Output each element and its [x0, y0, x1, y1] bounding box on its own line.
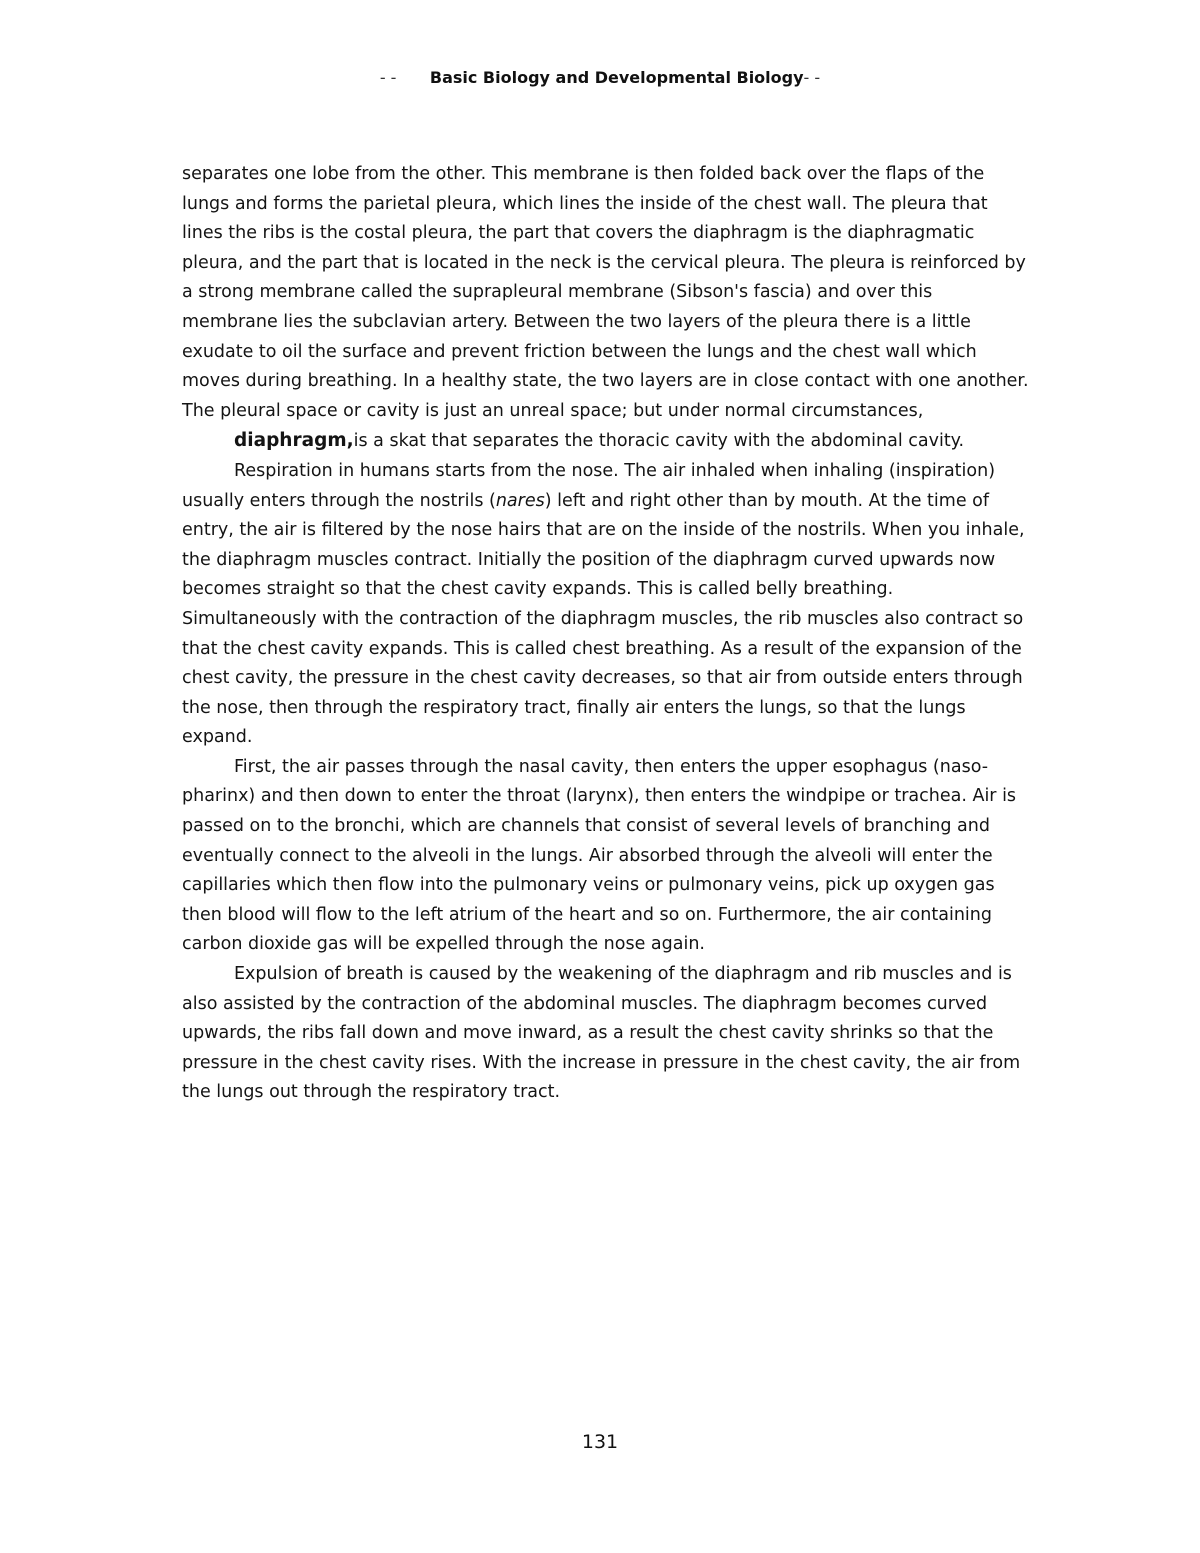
paragraph-air-path: First, the air passes through the nasal cavity, then enters the upper esophagus (naso-pharinx) and then down to enter the throat (larynx), then enters the windpipe or trachea. Air is passed on to the bronchi, which are channels that consist of several levels of branching and eventually connect to the alveoli in the lungs. Air absorbed through the alveoli will enter the capillaries which then flow into the pulmonary veins or pulmonary veins, pick up oxygen gas then blood will flow to the left atrium of the heart and so on. Furthermore, the air containing carbon dioxide gas will be expelled through the nose again. [182, 756, 1017, 955]
definition-term: diaphragm, [234, 430, 354, 452]
definition-text: is a skat that separates the thoracic cavity with the abdominal cavity. [353, 431, 965, 452]
paragraph-respiration [182, 457, 1032, 753]
paragraph-respiration-part2: ) left and right other than by mouth. At the time of entry, the air is filtered by the nose hairs that are on the inside of the nostrils. When you inhale, the diaphragm muscles contract. Initially the position of the diaphragm curved upwards now becomes straight so that the chest cavity expands. This is called belly breathing. Simultaneously with the contraction of the diaphragm muscles, the rib muscles also contract so that the chest cavity expands. This is called chest breathing. As a result of the expansion of the chest cavity, the pressure in the chest cavity decreases, so that air from outside enters through the nose, then through the respiratory tract, finally air enters the lungs, so that the lungs expand. [182, 490, 1025, 748]
nares-term: nares [495, 490, 545, 511]
page-number: 131 [581, 1431, 619, 1453]
paragraph-respiration-part1: Respiration in humans starts from the nose. The air inhaled when inhaling (inspiration) usually enters through the nostrils ( [182, 460, 996, 511]
header-dashes-right: - - [803, 68, 821, 87]
paragraph-pleura: separates one lobe from the other. This membrane is then folded back over the flaps of the lungs and forms the parietal pleura, which lines the inside of the chest wall. The pleura that lines the ribs is the costal pleura, the part that covers the diaphragm is the diaphragmatic pleura, and the part that is located in the neck is the cervical pleura. The pleura is reinforced by a strong membrane called the suprapleural membrane (Sibson's fascia) and over this membrane lies the subclavian artery. Between the two layers of the pleura there is a little exudate to oil the surface and prevent friction between the lungs and the chest wall which moves during breathing. In a healthy state, the two layers are in close contact with one another. The pleural space or cavity is just an unreal space; but under normal circumstances, [182, 164, 1029, 421]
header-title: Basic Biology and Developmental Biology [429, 68, 804, 87]
paragraph-expulsion: Expulsion of breath is caused by the weakening of the diaphragm and rib muscles and is also assisted by the contraction of the abdominal muscles. The diaphragm becomes curved upwards, the ribs fall down and move inward, as a result the chest cavity shrinks so that the pressure in the chest cavity rises. With the increase in pressure in the chest cavity, the air from the lungs out through the respiratory tract. [182, 964, 1021, 1103]
header-dashes-left: - - [379, 68, 397, 87]
definition-diaphragm [182, 426, 1032, 457]
running-header [0, 68, 1200, 87]
body-text [182, 160, 1032, 1108]
